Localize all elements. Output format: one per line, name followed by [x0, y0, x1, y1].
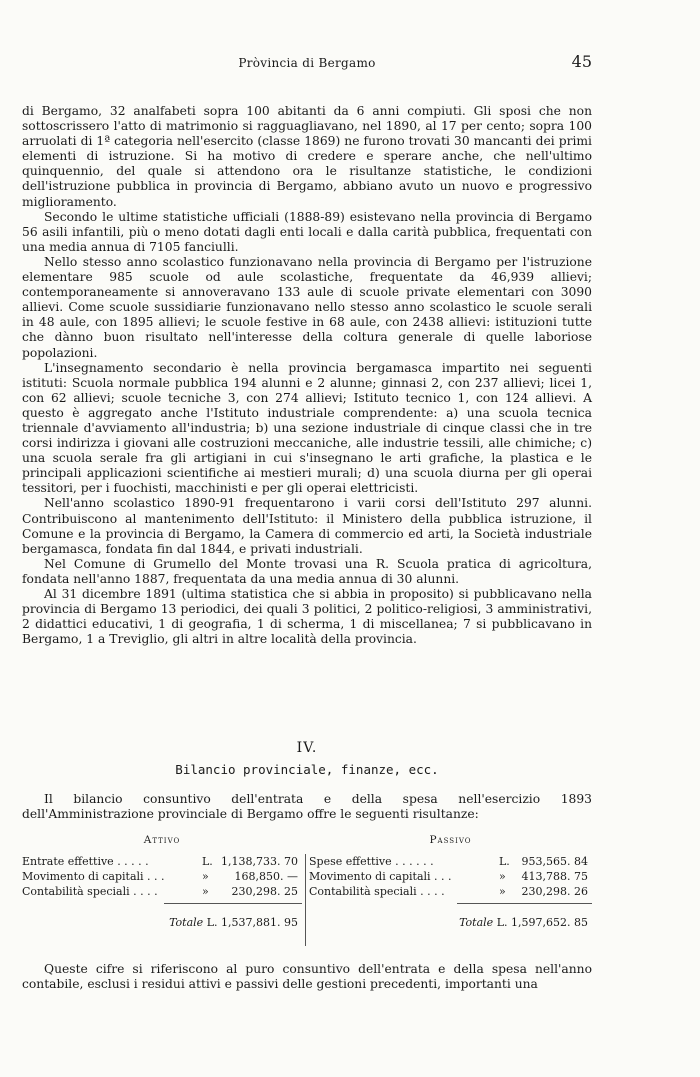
total-currency: L.: [496, 916, 508, 929]
running-title: Pròvincia di Bergamo: [238, 56, 376, 70]
total-row: [309, 915, 588, 930]
closing-text: [22, 962, 592, 992]
paragraph: L'insegnamento secondario è nella provincia bergamasca impartito nei seguenti istituti: Scuola normale pubblica 194 alunni e 2 alunne; ginnasi 2, con 237 allievi; licei 1, con 62 allievi; scuole tecniche 3, con 274 allievi; Istituto tecnico 1, con 124 allievi. A questo è aggregato anche l'Istituto industriale comprendente: a) una scuola tecnica triennale d'avviamento all'industria; b) una sezione industriale di cinque classi che in tre corsi indirizza i giovani alle costruzioni meccaniche, alle industrie tessili, alle chimiche; c) una scuola serale fra gli artigiani in cui s'insegnano le arti grafiche, la plastica e le principali applicazioni scientifiche ai mestieri murali; d) una scuola diurna per gli operai tessitori, per i fuochisti, macchinisti e per gli operai elettricisti.: [22, 360, 592, 496]
row-amount: 230,298. 26: [521, 885, 588, 898]
total-currency: L.: [206, 916, 218, 929]
sum-rule: [164, 903, 302, 904]
paragraph: Nell'anno scolastico 1890-91 frequentarono i varii corsi dell'Istituto 297 alunni. Contribuiscono al mantenimento dell'Istituto: il Ministero della pubblica istruzione, il Comune e la provincia di Bergamo, la Camera di commercio ed arti, la Società industriale bergamasca, fondata fin dal 1844, e privati industriali.: [22, 496, 592, 556]
row-amount: 230,298. 25: [231, 885, 298, 898]
body-text: [22, 104, 592, 647]
row-currency: »: [499, 870, 506, 883]
passivo-heading: Passivo: [429, 834, 472, 846]
row-currency: L.: [202, 855, 213, 868]
row-amount: 168,850. —: [234, 870, 298, 883]
paragraph: Al 31 dicembre 1891 (ultima statistica che si abbia in proposito) si pubblicavano nella provincia di Bergamo 13 periodici, dei quali 3 politici, 2 politico-religiosi, 3 amministrativi, 2 didattici educativi, 1 di geografia, 1 di scherma, 1 di miscellanea; 7 si pubblicavano in Bergamo, 1 a Treviglio, gli altri in altre località della provincia.: [22, 587, 592, 647]
paragraph: di Bergamo, 32 analfabeti sopra 100 abitanti da 6 anni compiuti. Gli sposi che non sottoscrissero l'atto di matrimonio si ragguagliavano, nel 1890, al 17 per cento; sopra 100 arruolati di 1ª categoria nell'esercito (classe 1869) ne furono trovati 30 mancanti dei primi elementi di istruzione. Si ha motivo di credere e sperare anche, che nell'ultimo quinquennio, del quale si attendono ora le risultanze statistiche, le condizioni dell'istruzione pubblica in provincia di Bergamo, abbiano avuto un nuovo e progressivo miglioramento.: [22, 104, 592, 209]
passivo-column: [309, 834, 592, 929]
total-amount: 1,597,652. 85: [511, 916, 588, 929]
total-label: Totale: [169, 916, 204, 929]
sum-rule: [457, 903, 592, 904]
total-amount: 1,537,881. 95: [221, 916, 298, 929]
row-label: Contabilità speciali . . . .: [22, 885, 158, 898]
paragraph: Secondo le ultime statistiche ufficiali (1888-89) esistevano nella provincia di Bergamo 56 asili infantili, più o meno dotati dagli enti locali e dalla carità pubblica, frequentati con una media annua di 7105 fanciulli.: [22, 209, 592, 254]
paragraph: Queste cifre si riferiscono al puro consuntivo dell'entrata e della spesa nell'anno contabile, esclusi i residui attivi e passivi delle gestioni precedenti, importanti una: [22, 962, 592, 992]
total-label: Totale: [459, 916, 494, 929]
table-row: [309, 869, 592, 884]
attivo-column: [22, 834, 302, 929]
table-row: [309, 854, 592, 869]
section-title: Bilancio provinciale, finanze, ecc.: [175, 762, 439, 777]
section-heading: [22, 740, 592, 777]
row-amount: 953,565. 84: [521, 855, 588, 868]
row-currency: »: [202, 885, 209, 898]
column-divider: [305, 854, 306, 946]
row-currency: »: [202, 870, 209, 883]
row-label: Movimento di capitali . . .: [309, 870, 452, 883]
paragraph: Nello stesso anno scolastico funzionavano nella provincia di Bergamo per l'istruzione elementare 985 scuole od aule scolastiche, frequentate da 46,939 allievi; contemporaneamente si annoveravano 133 aule di scuole private elementari con 3090 allievi. Come scuole sussidiarie funzionavano nello stesso anno scolastico le scuole serali in 48 aule, con 1895 allievi; le scuole festive in 68 aule, con 2438 allievi: istituzioni tutte che dànno buon risultato nell'interesse della coltura generale di quelle laboriose popolazioni.: [22, 254, 592, 360]
section-number: IV.: [296, 740, 318, 756]
page-header: [22, 52, 592, 72]
row-label: Contabilità speciali . . . .: [309, 885, 445, 898]
row-currency: »: [499, 885, 506, 898]
row-amount: 1,138,733. 70: [221, 855, 298, 868]
table-row: [22, 854, 302, 869]
row-label: Spese effettive . . . . . .: [309, 855, 434, 868]
row-currency: L.: [499, 855, 510, 868]
paragraph: Nel Comune di Grumello del Monte trovasi una R. Scuola pratica di agricoltura, fondata nell'anno 1887, frequentata da una media annua di 30 alunni.: [22, 556, 592, 586]
row-label: Movimento di capitali . . .: [22, 870, 165, 883]
intro-text: [22, 792, 592, 822]
paragraph: Il bilancio consuntivo dell'entrata e della spesa nell'esercizio 1893 dell'Amministrazione provinciale di Bergamo offre le seguenti risultanze:: [22, 792, 592, 822]
attivo-heading: Attivo: [143, 834, 181, 846]
table-row: [309, 884, 592, 899]
table-row: [22, 884, 302, 899]
page-number: 45: [571, 52, 592, 71]
row-amount: 413,788. 75: [521, 870, 588, 883]
table-row: [22, 869, 302, 884]
row-label: Entrate effettive . . . . .: [22, 855, 149, 868]
total-row: [22, 915, 298, 930]
